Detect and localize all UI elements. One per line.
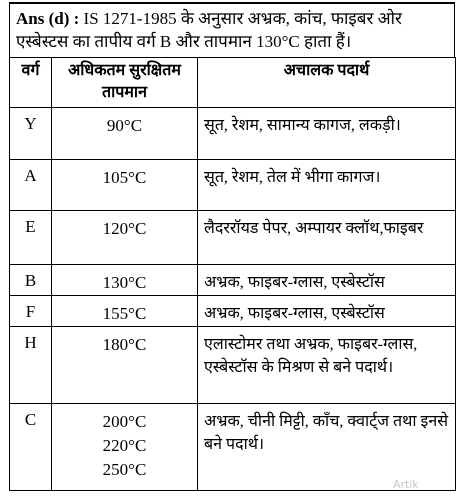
temp-cell (52, 160, 198, 211)
temp-value: 180°C (102, 335, 147, 354)
watermark: Artik (393, 478, 419, 491)
table-header-row (10, 58, 456, 108)
temp-cell (52, 211, 198, 265)
insulation-class-table (9, 57, 456, 491)
material-cell: सूत, रेशम, तेल में भीगा कागज। (198, 160, 456, 211)
table-row (10, 211, 456, 265)
material-cell: अभ्रक, चीनी मिट्टी, काँच, क्वार्ट्ज तथा इनसे बने पदार्थ। (198, 404, 456, 491)
temp-cell (52, 296, 198, 327)
table-row (10, 265, 456, 296)
temp-value: 220°C (102, 436, 147, 455)
column-header-class: वर्ग (10, 58, 52, 108)
class-cell: C (10, 404, 52, 491)
temp-cell (52, 404, 198, 491)
temp-value: 155°C (102, 304, 147, 323)
table-row (10, 327, 456, 404)
answer-block (9, 2, 455, 490)
answer-text: IS 1271-1985 के अनुसार अभ्रक, कांच, फाइबर ओर एस्बेस्टस का तापीय वर्ग B और तापमान 130°C हाता हैं। (16, 9, 403, 51)
class-cell: Y (10, 108, 52, 160)
material-cell: अभ्रक, फाइबर-ग्लास, एस्बेस्टॉस (198, 265, 456, 296)
material-cell: सूत, रेशम, सामान्य कागज, लकड़ी। (198, 108, 456, 160)
temp-value: 250°C (102, 460, 147, 479)
class-cell: B (10, 265, 52, 296)
material-cell: अभ्रक, फाइबर-ग्लास, एस्बेस्टॉस (198, 296, 456, 327)
temp-cell (52, 327, 198, 404)
table-row (10, 404, 456, 491)
column-header-material: अचालक पदार्थ (198, 58, 456, 108)
table-row (10, 296, 456, 327)
temp-cell (52, 108, 198, 160)
class-cell: H (10, 327, 52, 404)
material-cell: लैदररॉयड पेपर, अम्पायर क्लॉथ,फाइबर (198, 211, 456, 265)
class-cell: F (10, 296, 52, 327)
column-header-max-temp: अधिकतम सुरक्षितम तापमान (52, 58, 198, 108)
table-row (10, 160, 456, 211)
class-cell: A (10, 160, 52, 211)
temp-cell (52, 265, 198, 296)
temp-value: 105°C (102, 168, 147, 187)
answer-header (9, 2, 455, 57)
table-row (10, 108, 456, 160)
temp-value: 130°C (102, 273, 147, 292)
temp-value: 200°C (102, 412, 147, 431)
temp-value: 120°C (102, 219, 147, 238)
class-cell: E (10, 211, 52, 265)
answer-label: Ans (d) : (16, 9, 80, 28)
material-cell: एलास्टोमर तथा अभ्रक, फाइबर-ग्लास, एस्बेस्टॉस के मिश्रण से बने पदार्थ। (198, 327, 456, 404)
temp-value: 90°C (106, 116, 143, 135)
